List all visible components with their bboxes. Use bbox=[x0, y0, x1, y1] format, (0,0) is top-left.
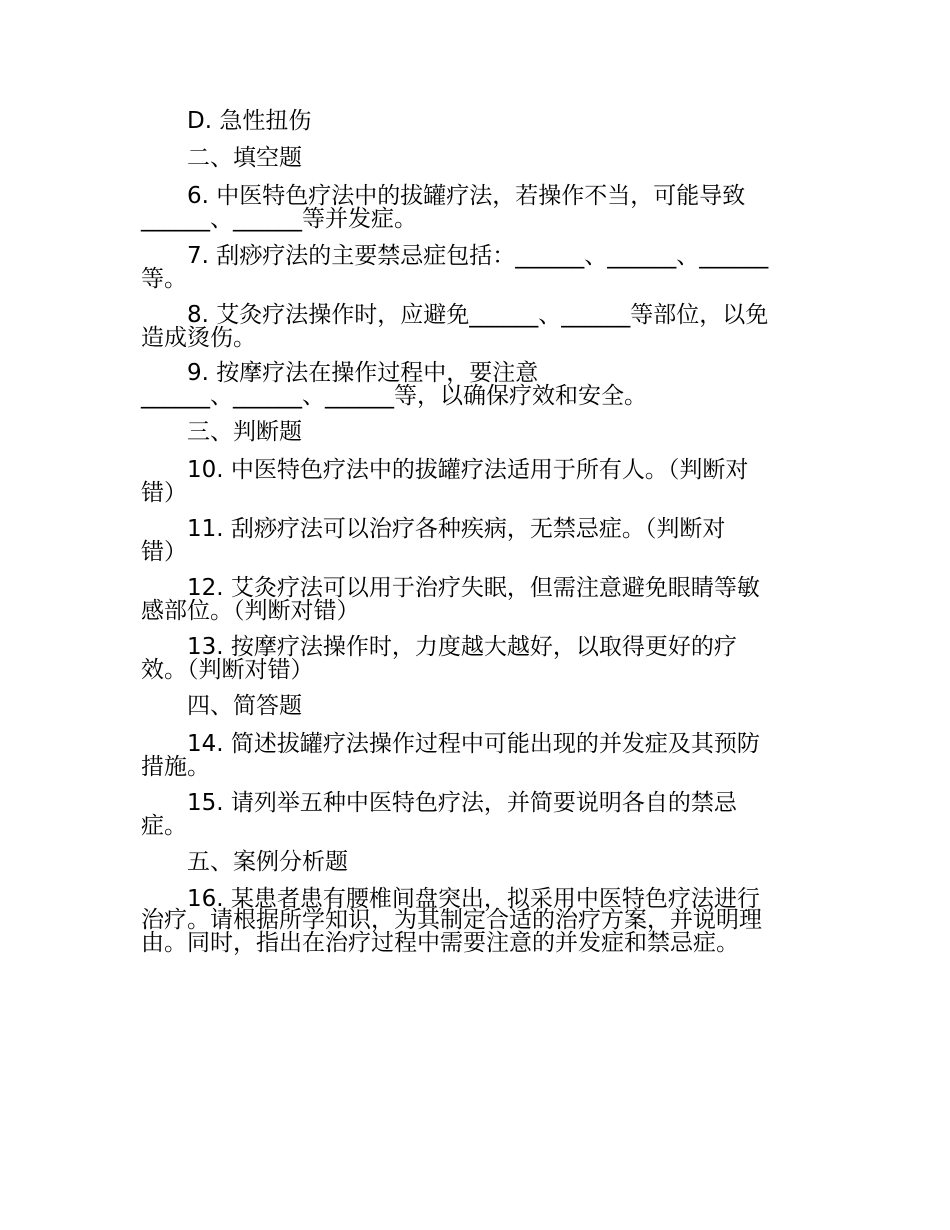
question-13-line-2: 效。（判断对错） bbox=[141, 657, 314, 683]
question-16-line-1: 16. 某患者患有腰椎间盘突出，拟采用中医特色疗法进行 bbox=[187, 886, 760, 912]
question-9-line-2: ______、______、______等，以确保疗效和安全。 bbox=[141, 383, 647, 409]
question-12-line-1: 12. 艾灸疗法可以用于治疗失眠，但需注意避免眼睛等敏 bbox=[187, 575, 760, 601]
question-10-line-1: 10. 中医特色疗法中的拔罐疗法适用于所有人。（判断对 bbox=[187, 457, 749, 483]
question-16-line-2: 治疗。请根据所学知识，为其制定合适的治疗方案，并说明理 bbox=[141, 907, 762, 933]
question-6-line-2: ______、______等并发症。 bbox=[141, 206, 417, 232]
question-14-line-1: 14. 简述拔罐疗法操作过程中可能出现的并发症及其预防 bbox=[187, 731, 760, 757]
question-7-line-2: 等。 bbox=[141, 266, 187, 292]
question-16-line-3: 由。同时，指出在治疗过程中需要注意的并发症和禁忌症。 bbox=[141, 930, 739, 956]
option-d: D. 急性扭伤 bbox=[187, 108, 312, 134]
section-heading-true-false: 三、判断题 bbox=[187, 419, 302, 445]
section-heading-fill-blank: 二、填空题 bbox=[187, 145, 302, 171]
question-7-line-1: 7. 刮痧疗法的主要禁忌症包括：______、______、______ bbox=[187, 243, 769, 269]
question-6-line-1: 6. 中医特色疗法中的拔罐疗法，若操作不当，可能导致 bbox=[187, 183, 746, 209]
question-10-line-2: 错） bbox=[141, 480, 187, 506]
question-9-line-1: 9. 按摩疗法在操作过程中，要注意 bbox=[187, 360, 539, 386]
question-13-line-1: 13. 按摩疗法操作时，力度越大越好，以取得更好的疗 bbox=[187, 634, 737, 660]
question-15-line-2: 症。 bbox=[141, 813, 187, 839]
question-8-line-2: 造成烫伤。 bbox=[141, 325, 256, 351]
question-15-line-1: 15. 请列举五种中医特色疗法，并简要说明各自的禁忌 bbox=[187, 790, 737, 816]
question-11-line-1: 11. 刮痧疗法可以治疗各种疾病，无禁忌症。（判断对 bbox=[187, 516, 726, 542]
question-12-line-2: 感部位。（判断对错） bbox=[141, 598, 360, 624]
section-heading-case-analysis: 五、案例分析题 bbox=[187, 849, 348, 875]
question-14-line-2: 措施。 bbox=[141, 754, 210, 780]
question-8-line-1: 8. 艾灸疗法操作时，应避免______、______等部位，以免 bbox=[187, 302, 769, 328]
section-heading-short-answer: 四、简答题 bbox=[187, 693, 302, 719]
question-11-line-2: 错） bbox=[141, 539, 187, 565]
